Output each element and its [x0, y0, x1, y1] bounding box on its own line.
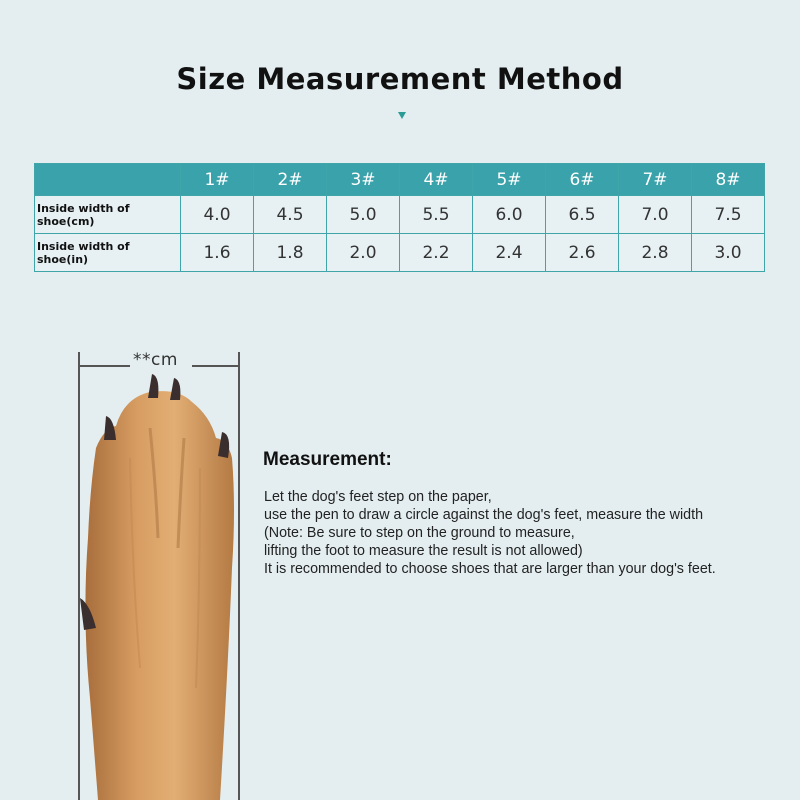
table-cell: 2.6	[546, 234, 619, 272]
header-cell-empty	[35, 164, 181, 196]
table-cell: 5.5	[400, 196, 473, 234]
table-row-in	[35, 234, 765, 272]
table-cell: 2.2	[400, 234, 473, 272]
row-label-in: Inside width of shoe(in)	[35, 234, 181, 272]
table-cell: 5.0	[327, 196, 400, 234]
measurement-title: Measurement:	[263, 449, 392, 470]
table-cell: 1.8	[254, 234, 327, 272]
table-cell: 6.0	[473, 196, 546, 234]
table-cell: 1.6	[181, 234, 254, 272]
dog-paw-image	[60, 368, 260, 800]
table-cell: 6.5	[546, 196, 619, 234]
header-cell-size-3: 3#	[327, 164, 400, 196]
size-table	[34, 163, 765, 272]
table-cell: 2.8	[619, 234, 692, 272]
header-cell-size-7: 7#	[619, 164, 692, 196]
table-row-cm	[35, 196, 765, 234]
table-cell: 2.0	[327, 234, 400, 272]
page-title: Size Measurement Method	[176, 62, 624, 96]
row-label-cm: Inside width of shoe(cm)	[35, 196, 181, 234]
ruler-label: **cm	[133, 350, 178, 370]
instruction-line: use the pen to draw a circle against the dog's feet, measure the width	[264, 507, 704, 523]
table-cell: 4.0	[181, 196, 254, 234]
header-cell-size-8: 8#	[692, 164, 765, 196]
header-cell-size-5: 5#	[473, 164, 546, 196]
ruler-left-arm	[80, 365, 130, 367]
header-cell-size-4: 4#	[400, 164, 473, 196]
table-cell: 4.5	[254, 196, 327, 234]
header-cell-size-1: 1#	[181, 164, 254, 196]
table-cell: 7.5	[692, 196, 765, 234]
table-cell: 3.0	[692, 234, 765, 272]
instruction-line: lifting the foot to measure the result is not allowed)	[264, 543, 583, 559]
ruler-right-arm	[192, 365, 238, 367]
table-cell: 2.4	[473, 234, 546, 272]
table-cell: 7.0	[619, 196, 692, 234]
instruction-line: (Note: Be sure to step on the ground to measure,	[264, 525, 575, 541]
measurement-instructions	[264, 488, 794, 578]
header-cell-size-2: 2#	[254, 164, 327, 196]
instruction-line: Let the dog's feet step on the paper,	[264, 489, 492, 505]
triangle-marker-icon	[398, 112, 406, 119]
header-cell-size-6: 6#	[546, 164, 619, 196]
table-header-row	[35, 164, 765, 196]
instruction-line: It is recommended to choose shoes that are larger than your dog's feet.	[264, 561, 716, 577]
